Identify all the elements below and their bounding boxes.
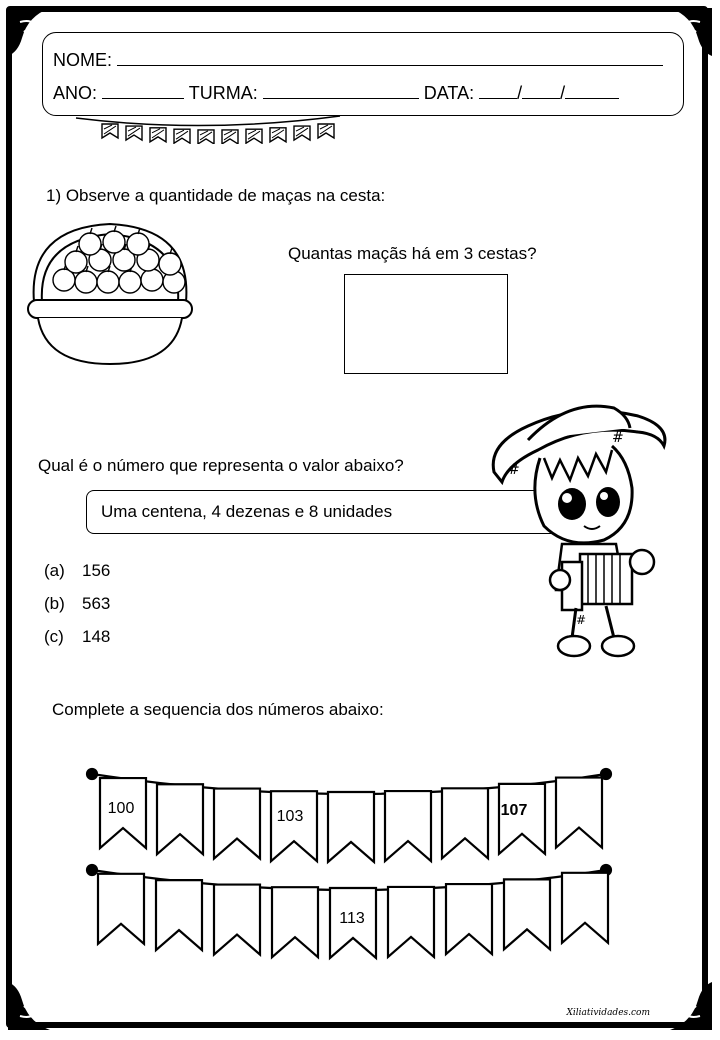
bunting-flag bbox=[446, 884, 492, 954]
corner-ornament-bottom-right bbox=[652, 970, 712, 1030]
option-c[interactable] bbox=[44, 627, 110, 647]
bunting-flag bbox=[214, 885, 260, 955]
apple bbox=[119, 271, 141, 293]
apple bbox=[141, 269, 163, 291]
apple bbox=[103, 231, 125, 253]
question2-title: Qual é o número que representa o valor abaixo? bbox=[38, 456, 404, 475]
flag-number-103: 103 bbox=[276, 808, 304, 825]
apple-basket-image bbox=[24, 218, 196, 368]
flag-number-100: 100 bbox=[107, 800, 135, 817]
value-text: Uma centena, 4 dezenas e 8 unidades bbox=[101, 502, 393, 521]
accordion-boy-illustration bbox=[488, 394, 672, 662]
bunting-flag bbox=[271, 791, 317, 861]
option-b-value: 563 bbox=[82, 594, 111, 613]
data-label: DATA: bbox=[423, 83, 475, 103]
flag-number-113: 113 bbox=[339, 910, 365, 927]
bunting-flag bbox=[504, 879, 550, 949]
header-bunting bbox=[74, 112, 344, 144]
option-a-value: 156 bbox=[82, 561, 111, 580]
name-label: NOME: bbox=[53, 50, 113, 70]
bunting-flag bbox=[157, 784, 203, 854]
option-c-value: 148 bbox=[82, 627, 111, 646]
date-separator: / bbox=[560, 83, 566, 103]
apple bbox=[97, 271, 119, 293]
option-b[interactable] bbox=[44, 594, 110, 614]
answer-box[interactable] bbox=[344, 274, 508, 374]
watermark: Xiliatividades.com bbox=[566, 1008, 650, 1018]
bunting-flag bbox=[388, 887, 434, 957]
flag-number-107: 107 bbox=[500, 802, 528, 819]
year-field[interactable] bbox=[565, 82, 619, 99]
number-bunting bbox=[84, 764, 624, 974]
option-a-label: (a) bbox=[44, 561, 65, 580]
apple bbox=[79, 233, 101, 255]
bunting-flag bbox=[556, 778, 602, 848]
day-field[interactable] bbox=[479, 82, 517, 99]
apple bbox=[127, 233, 149, 255]
bunting-flag bbox=[562, 873, 608, 943]
bunting-flag bbox=[272, 887, 318, 957]
value-box bbox=[86, 490, 556, 534]
bunting-flag bbox=[156, 880, 202, 950]
bunting-flag bbox=[328, 792, 374, 862]
date-separator: / bbox=[517, 83, 523, 103]
svg-text:#: # bbox=[508, 462, 520, 478]
bunting-knot bbox=[87, 769, 97, 779]
apple bbox=[159, 253, 181, 275]
student-info-box bbox=[42, 32, 684, 116]
svg-text:#: # bbox=[612, 430, 624, 446]
question1-prompt: Quantas maçãs há em 3 cestas? bbox=[288, 244, 537, 263]
name-row bbox=[53, 49, 663, 70]
question3-title: Complete a sequencia dos números abaixo: bbox=[52, 700, 384, 719]
bunting-flag bbox=[98, 874, 144, 944]
corner-ornament-bottom-left bbox=[8, 970, 68, 1030]
turma-field[interactable] bbox=[263, 82, 419, 99]
question1-title: 1) Observe a quantidade de maças na cesta: bbox=[46, 186, 386, 205]
ano-field[interactable] bbox=[102, 82, 184, 99]
bunting-knot bbox=[87, 865, 97, 875]
option-c-label: (c) bbox=[44, 627, 64, 646]
svg-text:#: # bbox=[576, 613, 587, 627]
apple bbox=[75, 271, 97, 293]
apple bbox=[65, 251, 87, 273]
bunting-flag bbox=[442, 788, 488, 858]
bunting-flag bbox=[385, 791, 431, 861]
option-b-label: (b) bbox=[44, 594, 65, 613]
small-flags bbox=[102, 124, 334, 144]
name-field[interactable] bbox=[117, 49, 663, 66]
turma-label: TURMA: bbox=[188, 83, 258, 103]
bunting-flag bbox=[214, 789, 260, 859]
option-a[interactable] bbox=[44, 561, 110, 581]
month-field[interactable] bbox=[522, 82, 560, 99]
ano-label: ANO: bbox=[53, 83, 98, 103]
class-row bbox=[53, 82, 619, 103]
